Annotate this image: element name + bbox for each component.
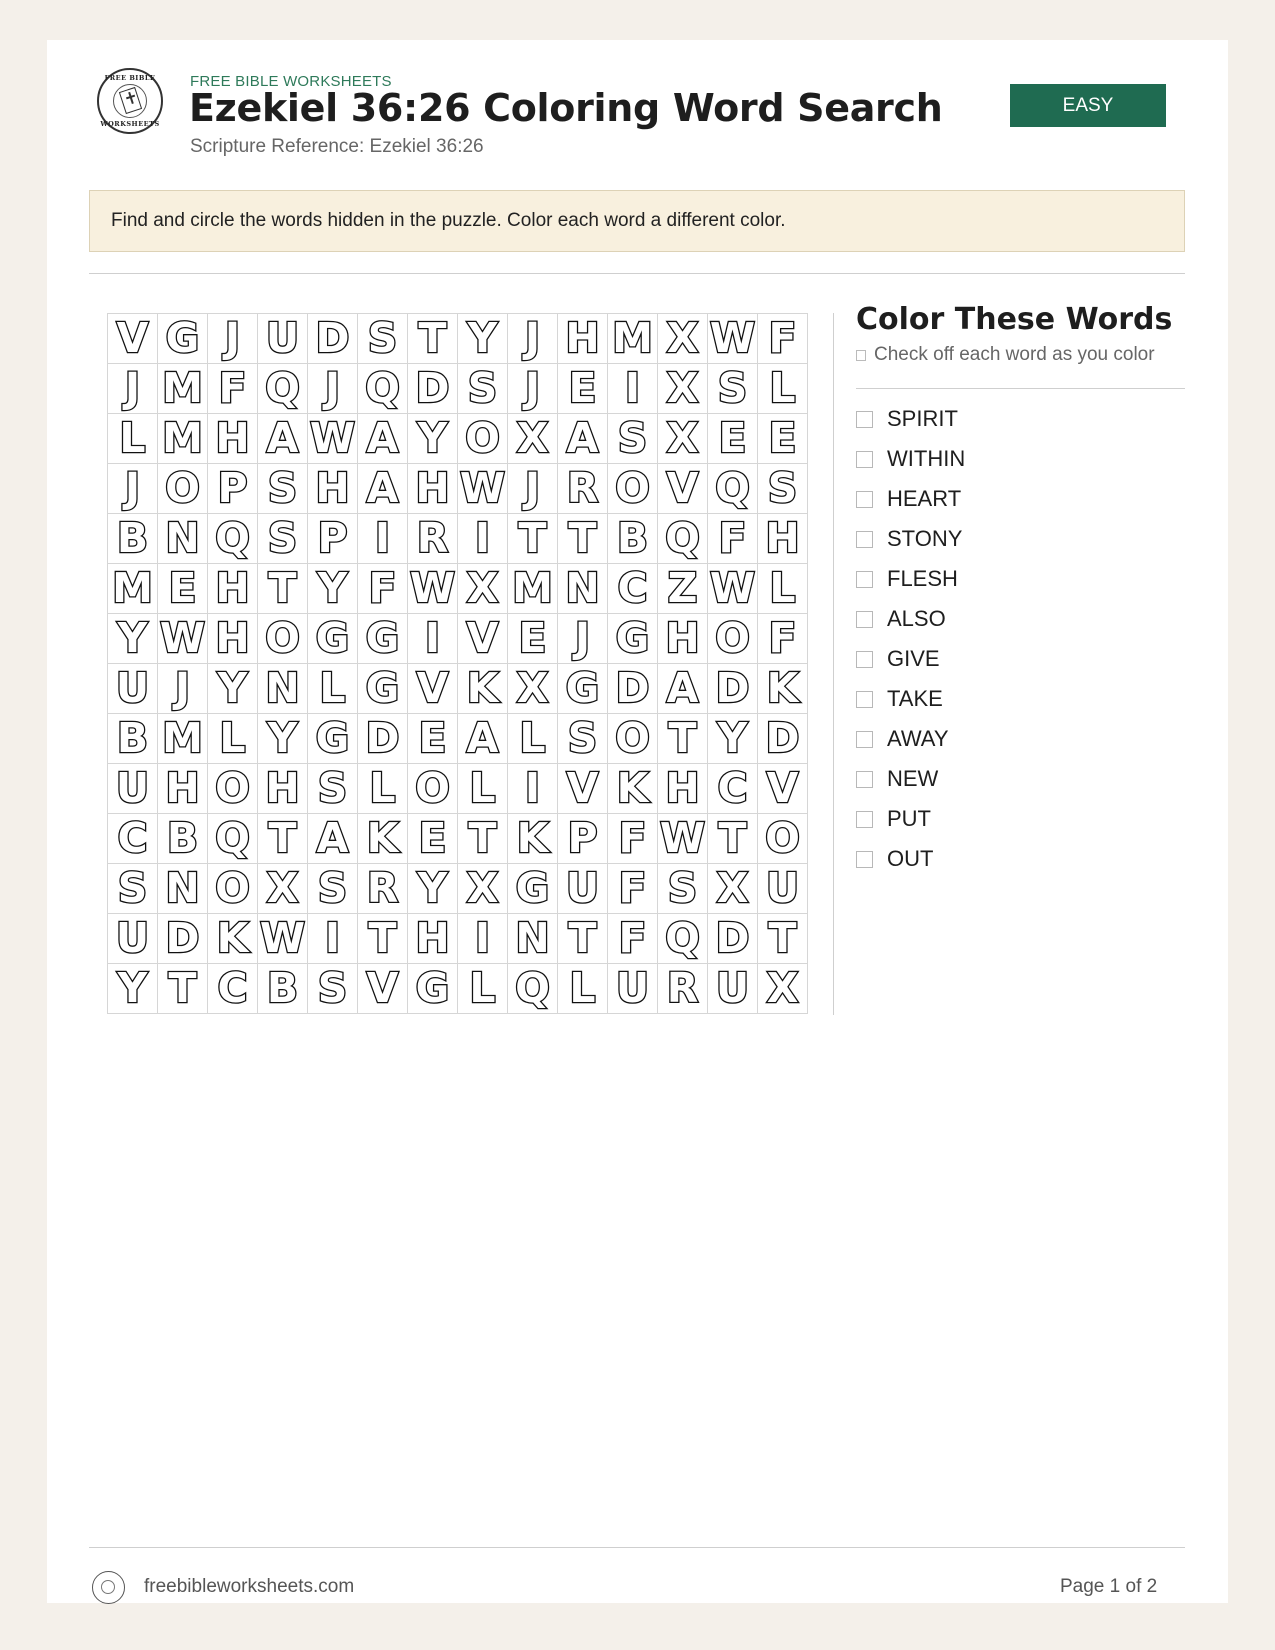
grid-cell[interactable]: K: [458, 664, 508, 714]
instructions-text: Find and circle the words hidden in the puzzle. Color each word a different color.: [111, 210, 786, 231]
word-item[interactable]: [856, 559, 965, 599]
grid-cell[interactable]: W: [308, 414, 358, 464]
grid-cell[interactable]: C: [108, 814, 158, 864]
grid-cell[interactable]: H: [558, 314, 608, 364]
grid-cell[interactable]: B: [158, 814, 208, 864]
grid-cell[interactable]: S: [458, 364, 508, 414]
grid-cell[interactable]: S: [658, 864, 708, 914]
grid-cell[interactable]: J: [108, 364, 158, 414]
grid-cell[interactable]: S: [708, 364, 758, 414]
grid-cell[interactable]: D: [708, 914, 758, 964]
word-checkbox[interactable]: [856, 731, 873, 748]
grid-cell[interactable]: K: [608, 764, 658, 814]
grid-cell[interactable]: U: [758, 864, 808, 914]
grid-cell[interactable]: J: [208, 314, 258, 364]
word-label: NEW: [887, 766, 939, 791]
grid-cell[interactable]: V: [558, 764, 608, 814]
word-list-hint-text: Check off each word as you color: [874, 344, 1155, 365]
grid-cell[interactable]: L: [308, 664, 358, 714]
grid-cell[interactable]: W: [258, 914, 308, 964]
grid-cell[interactable]: D: [758, 714, 808, 764]
grid-cell[interactable]: H: [208, 564, 258, 614]
word-label: STONY: [887, 526, 963, 551]
grid-cell[interactable]: Q: [508, 964, 558, 1014]
grid-cell[interactable]: A: [458, 714, 508, 764]
grid-cell[interactable]: K: [758, 664, 808, 714]
header-divider: [89, 273, 1185, 274]
grid-cell[interactable]: E: [558, 364, 608, 414]
word-list: [856, 399, 965, 879]
grid-cell[interactable]: H: [658, 764, 708, 814]
grid-cell[interactable]: H: [258, 764, 308, 814]
grid-cell[interactable]: A: [358, 414, 408, 464]
grid-cell[interactable]: T: [558, 514, 608, 564]
grid-cell[interactable]: S: [108, 864, 158, 914]
grid-cell[interactable]: X: [258, 864, 308, 914]
grid-cell[interactable]: X: [508, 664, 558, 714]
grid-cell[interactable]: V: [408, 664, 458, 714]
grid-row: [108, 364, 808, 414]
checkbox-icon: [856, 350, 866, 361]
grid-cell[interactable]: E: [508, 614, 558, 664]
grid-cell[interactable]: V: [108, 314, 158, 364]
grid-cell[interactable]: S: [758, 464, 808, 514]
grid-cell[interactable]: U: [108, 914, 158, 964]
grid-cell[interactable]: U: [108, 664, 158, 714]
word-checkbox[interactable]: [856, 851, 873, 868]
grid-cell[interactable]: T: [358, 914, 408, 964]
grid-cell[interactable]: L: [508, 714, 558, 764]
grid-cell[interactable]: M: [508, 564, 558, 614]
word-item[interactable]: [856, 839, 965, 879]
word-list-hint: [856, 344, 1155, 366]
word-label: SPIRIT: [887, 406, 958, 431]
word-checkbox[interactable]: [856, 451, 873, 468]
word-item[interactable]: [856, 399, 965, 439]
grid-cell[interactable]: W: [408, 564, 458, 614]
grid-cell[interactable]: G: [558, 664, 608, 714]
grid-cell[interactable]: X: [458, 864, 508, 914]
grid-cell[interactable]: L: [358, 764, 408, 814]
grid-cell[interactable]: O: [408, 764, 458, 814]
logo-icon: [97, 68, 163, 134]
grid-cell[interactable]: F: [208, 364, 258, 414]
grid-cell[interactable]: X: [508, 414, 558, 464]
grid-cell[interactable]: D: [308, 314, 358, 364]
grid-cell[interactable]: Y: [408, 414, 458, 464]
grid-cell[interactable]: R: [558, 464, 608, 514]
grid-cell[interactable]: X: [458, 564, 508, 614]
word-item[interactable]: [856, 679, 965, 719]
grid-cell[interactable]: T: [558, 914, 608, 964]
grid-cell[interactable]: O: [608, 714, 658, 764]
grid-row: [108, 814, 808, 864]
grid-cell[interactable]: U: [558, 864, 608, 914]
word-label: FLESH: [887, 566, 958, 591]
grid-cell[interactable]: B: [108, 714, 158, 764]
grid-cell[interactable]: K: [358, 814, 408, 864]
grid-cell[interactable]: G: [608, 614, 658, 664]
grid-cell[interactable]: V: [758, 764, 808, 814]
grid-cell[interactable]: Q: [358, 364, 408, 414]
word-label: AWAY: [887, 726, 949, 751]
word-checkbox[interactable]: [856, 491, 873, 508]
grid-cell[interactable]: Y: [458, 314, 508, 364]
grid-row: [108, 664, 808, 714]
difficulty-badge: EASY: [1010, 84, 1166, 127]
grid-cell[interactable]: O: [208, 864, 258, 914]
grid-cell[interactable]: Y: [308, 564, 358, 614]
grid-cell[interactable]: V: [458, 614, 508, 664]
word-label: OUT: [887, 846, 934, 871]
grid-row: [108, 914, 808, 964]
grid-cell[interactable]: Y: [708, 714, 758, 764]
grid-cell[interactable]: T: [258, 564, 308, 614]
grid-cell[interactable]: F: [358, 564, 408, 614]
grid-cell[interactable]: Q: [208, 514, 258, 564]
grid-row: [108, 614, 808, 664]
word-label: TAKE: [887, 686, 943, 711]
grid-row: [108, 514, 808, 564]
grid-cell[interactable]: T: [758, 914, 808, 964]
grid-cell[interactable]: W: [708, 314, 758, 364]
grid-cell[interactable]: W: [458, 464, 508, 514]
grid-cell[interactable]: T: [458, 814, 508, 864]
word-item[interactable]: [856, 799, 965, 839]
grid-cell[interactable]: Q: [658, 914, 708, 964]
grid-cell[interactable]: O: [708, 614, 758, 664]
grid-cell[interactable]: S: [258, 514, 308, 564]
grid-cell[interactable]: F: [608, 864, 658, 914]
grid-cell[interactable]: J: [158, 664, 208, 714]
logo-top-text: FREE BIBLE: [104, 74, 156, 82]
grid-cell[interactable]: E: [408, 814, 458, 864]
grid-cell[interactable]: D: [158, 914, 208, 964]
grid-cell[interactable]: L: [758, 564, 808, 614]
grid-cell[interactable]: Y: [408, 864, 458, 914]
grid-cell[interactable]: G: [408, 964, 458, 1014]
worksheet-page: [47, 40, 1228, 1603]
word-checkbox[interactable]: [856, 611, 873, 628]
grid-cell[interactable]: C: [208, 964, 258, 1014]
grid-row: [108, 764, 808, 814]
grid-cell[interactable]: B: [258, 964, 308, 1014]
footer-logo-icon: [92, 1571, 125, 1604]
grid-cell[interactable]: F: [758, 314, 808, 364]
grid-cell[interactable]: N: [158, 864, 208, 914]
grid-cell[interactable]: S: [308, 764, 358, 814]
grid-cell[interactable]: B: [108, 514, 158, 564]
grid-cell[interactable]: J: [508, 364, 558, 414]
grid-cell[interactable]: O: [158, 464, 208, 514]
word-item[interactable]: [856, 599, 965, 639]
grid-cell[interactable]: L: [458, 764, 508, 814]
grid-cell[interactable]: S: [308, 964, 358, 1014]
grid-cell[interactable]: U: [708, 964, 758, 1014]
word-item[interactable]: [856, 479, 965, 519]
brand-label: FREE BIBLE WORKSHEETS: [190, 73, 392, 90]
grid-cell[interactable]: R: [408, 514, 458, 564]
grid-row: [108, 464, 808, 514]
grid-cell[interactable]: L: [758, 364, 808, 414]
grid-cell[interactable]: G: [358, 664, 408, 714]
grid-cell[interactable]: D: [608, 664, 658, 714]
grid-cell[interactable]: P: [208, 464, 258, 514]
grid-row: [108, 964, 808, 1014]
grid-cell[interactable]: D: [358, 714, 408, 764]
grid-row: [108, 714, 808, 764]
grid-cell[interactable]: H: [158, 764, 208, 814]
grid-cell[interactable]: C: [708, 764, 758, 814]
grid-cell[interactable]: E: [158, 564, 208, 614]
page-title: Ezekiel 36:26 Coloring Word Search: [189, 86, 943, 130]
grid-cell[interactable]: T: [658, 714, 708, 764]
grid-cell[interactable]: I: [458, 914, 508, 964]
grid-cell[interactable]: F: [708, 514, 758, 564]
word-checkbox[interactable]: [856, 811, 873, 828]
grid-cell[interactable]: Q: [258, 364, 308, 414]
word-checkbox[interactable]: [856, 771, 873, 788]
grid-cell[interactable]: E: [408, 714, 458, 764]
grid-cell[interactable]: Y: [108, 964, 158, 1014]
grid-cell[interactable]: R: [658, 964, 708, 1014]
grid-cell[interactable]: O: [208, 764, 258, 814]
grid-cell[interactable]: I: [308, 914, 358, 964]
grid-cell[interactable]: X: [658, 314, 708, 364]
grid-cell[interactable]: H: [208, 414, 258, 464]
grid-cell[interactable]: W: [708, 564, 758, 614]
grid-cell[interactable]: Q: [708, 464, 758, 514]
grid-row: [108, 564, 808, 614]
word-label: HEART: [887, 486, 962, 511]
grid-cell[interactable]: X: [708, 864, 758, 914]
word-checkbox[interactable]: [856, 411, 873, 428]
page-number: Page 1 of 2: [1060, 1576, 1158, 1597]
grid-cell[interactable]: T: [158, 964, 208, 1014]
grid-cell[interactable]: G: [308, 714, 358, 764]
grid-cell[interactable]: T: [258, 814, 308, 864]
grid-cell[interactable]: X: [658, 364, 708, 414]
grid-cell[interactable]: H: [758, 514, 808, 564]
grid-cell[interactable]: E: [708, 414, 758, 464]
grid-cell[interactable]: U: [108, 764, 158, 814]
grid-cell[interactable]: U: [608, 964, 658, 1014]
grid-cell[interactable]: X: [758, 964, 808, 1014]
word-list-divider: [856, 388, 1185, 389]
column-divider: [833, 313, 834, 1015]
grid-cell[interactable]: P: [308, 514, 358, 564]
footer-divider: [89, 1547, 1185, 1548]
grid-cell[interactable]: H: [658, 614, 708, 664]
word-label: GIVE: [887, 646, 940, 671]
grid-cell[interactable]: F: [608, 914, 658, 964]
grid-cell[interactable]: Y: [258, 714, 308, 764]
grid-cell[interactable]: S: [608, 414, 658, 464]
word-checkbox[interactable]: [856, 571, 873, 588]
word-label: ALSO: [887, 606, 946, 631]
grid-cell[interactable]: G: [308, 614, 358, 664]
grid-cell[interactable]: J: [308, 364, 358, 414]
grid-cell[interactable]: S: [358, 314, 408, 364]
grid-cell[interactable]: V: [658, 464, 708, 514]
grid-cell[interactable]: D: [708, 664, 758, 714]
word-item[interactable]: [856, 759, 965, 799]
grid-cell[interactable]: N: [508, 914, 558, 964]
grid-cell[interactable]: R: [358, 864, 408, 914]
grid-cell[interactable]: A: [308, 814, 358, 864]
word-label: WITHIN: [887, 446, 966, 471]
grid-cell[interactable]: L: [208, 714, 258, 764]
grid-cell[interactable]: V: [358, 964, 408, 1014]
word-item[interactable]: [856, 519, 965, 559]
grid-cell[interactable]: B: [608, 514, 658, 564]
grid-cell[interactable]: Y: [108, 614, 158, 664]
grid-cell[interactable]: S: [558, 714, 608, 764]
grid-cell[interactable]: E: [758, 414, 808, 464]
grid-cell[interactable]: K: [508, 814, 558, 864]
grid-cell[interactable]: Q: [658, 514, 708, 564]
grid-cell[interactable]: U: [258, 314, 308, 364]
grid-cell[interactable]: I: [608, 364, 658, 414]
grid-cell[interactable]: J: [558, 614, 608, 664]
grid-cell[interactable]: I: [358, 514, 408, 564]
grid-cell[interactable]: C: [608, 564, 658, 614]
grid-cell[interactable]: N: [158, 514, 208, 564]
grid-cell[interactable]: O: [458, 414, 508, 464]
grid-cell[interactable]: L: [558, 964, 608, 1014]
grid-cell[interactable]: L: [458, 964, 508, 1014]
word-checkbox[interactable]: [856, 691, 873, 708]
instructions-box: [89, 190, 1185, 252]
grid-cell[interactable]: G: [358, 614, 408, 664]
word-label: PUT: [887, 806, 931, 831]
grid-cell[interactable]: A: [358, 464, 408, 514]
grid-cell[interactable]: H: [408, 914, 458, 964]
grid-cell[interactable]: L: [108, 414, 158, 464]
word-item[interactable]: [856, 639, 965, 679]
grid-cell[interactable]: K: [208, 914, 258, 964]
grid-row: [108, 864, 808, 914]
grid-cell[interactable]: D: [408, 364, 458, 414]
grid-cell[interactable]: F: [758, 614, 808, 664]
grid-cell[interactable]: M: [158, 714, 208, 764]
grid-cell[interactable]: J: [108, 464, 158, 514]
grid-cell[interactable]: N: [558, 564, 608, 614]
grid-cell[interactable]: J: [508, 464, 558, 514]
grid-cell[interactable]: W: [158, 614, 208, 664]
grid-cell[interactable]: A: [558, 414, 608, 464]
grid-cell[interactable]: J: [508, 314, 558, 364]
grid-cell[interactable]: G: [158, 314, 208, 364]
grid-cell[interactable]: O: [758, 814, 808, 864]
grid-cell[interactable]: H: [408, 464, 458, 514]
grid-cell[interactable]: M: [608, 314, 658, 364]
grid-cell[interactable]: F: [608, 814, 658, 864]
grid-cell[interactable]: T: [508, 514, 558, 564]
grid-row: [108, 414, 808, 464]
footer-site-link[interactable]: freebibleworksheets.com: [144, 1576, 355, 1597]
grid-cell[interactable]: H: [308, 464, 358, 514]
grid-cell[interactable]: X: [658, 414, 708, 464]
grid-cell[interactable]: M: [158, 364, 208, 414]
grid-cell[interactable]: S: [308, 864, 358, 914]
grid-cell[interactable]: M: [158, 414, 208, 464]
word-checkbox[interactable]: [856, 651, 873, 668]
grid-cell[interactable]: I: [458, 514, 508, 564]
word-checkbox[interactable]: [856, 531, 873, 548]
grid-cell[interactable]: I: [508, 764, 558, 814]
grid-cell[interactable]: Q: [208, 814, 258, 864]
logo-bottom-text: WORKSHEETS: [100, 120, 160, 128]
word-search-grid: [107, 313, 808, 1014]
grid-cell[interactable]: H: [208, 614, 258, 664]
grid-cell[interactable]: O: [258, 614, 308, 664]
grid-cell[interactable]: N: [258, 664, 308, 714]
grid-cell[interactable]: P: [558, 814, 608, 864]
word-list-title: Color These Words: [856, 302, 1173, 337]
grid-cell[interactable]: I: [408, 614, 458, 664]
grid-cell[interactable]: M: [108, 564, 158, 614]
grid-cell[interactable]: A: [658, 664, 708, 714]
grid-cell[interactable]: S: [258, 464, 308, 514]
grid-cell[interactable]: O: [608, 464, 658, 514]
word-item[interactable]: [856, 439, 965, 479]
grid-cell[interactable]: T: [408, 314, 458, 364]
grid-cell[interactable]: W: [658, 814, 708, 864]
grid-cell[interactable]: T: [708, 814, 758, 864]
scripture-reference: Scripture Reference: Ezekiel 36:26: [190, 136, 484, 157]
grid-cell[interactable]: G: [508, 864, 558, 914]
grid-row: [108, 314, 808, 364]
grid-cell[interactable]: A: [258, 414, 308, 464]
grid-cell[interactable]: Y: [208, 664, 258, 714]
grid-cell[interactable]: Z: [658, 564, 708, 614]
word-item[interactable]: [856, 719, 965, 759]
